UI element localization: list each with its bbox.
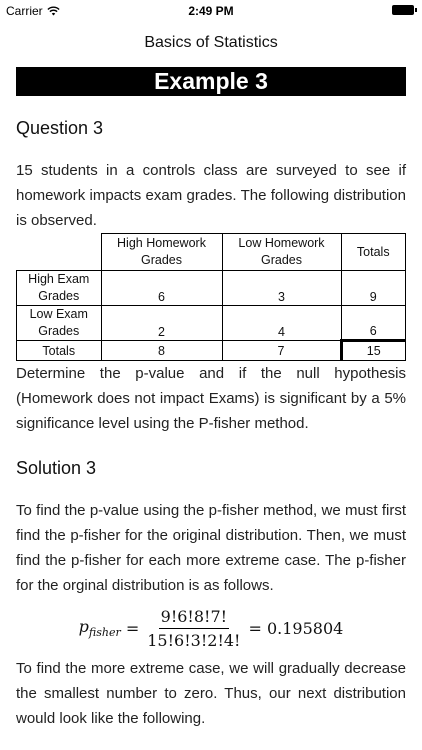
formula-fraction (147, 607, 240, 650)
formula-denominator: 15!6!3!2!4! (147, 630, 241, 650)
question-intro: 15 students in a controls class are surveyed to see if homework impacts exam grades. The following distribution is observed. (16, 162, 406, 229)
nav-bar (0, 22, 422, 64)
example-banner: Example 3 (16, 67, 406, 96)
solution-text-2: To find the more extreme case, we will gradually decrease the smallest number to zero. Thus, our next distribution would look like the following. (16, 660, 406, 727)
formula-numerator: 9!6!8!7! (159, 607, 229, 629)
row-label: Totals (17, 341, 102, 361)
battery-icon (392, 5, 414, 15)
table-cell: 6 (341, 306, 406, 341)
formula-lhs (79, 617, 121, 639)
table-cell: 8 (101, 341, 222, 361)
formula-lhs-subscript: fisher (88, 626, 121, 640)
row-label: Low Exam Grades (17, 306, 102, 341)
question-heading: Question 3 (16, 118, 104, 138)
solution-text-1: To find the p-value using the p-fisher method, we must first find the p-fisher for the original distribution. Then, we must find the p-fisher for each more extreme case. The p-fisher for the orginal distribution is as follows. (16, 502, 406, 594)
row-label: High Exam Grades (17, 271, 102, 306)
col-header-high-homework: High Homework Grades (101, 234, 222, 271)
col-header-totals: Totals (341, 234, 406, 271)
solution-heading: Solution 3 (16, 458, 97, 478)
carrier-label: Carrier (6, 4, 43, 18)
table-row (17, 271, 406, 306)
table-cell: 9 (341, 271, 406, 306)
col-header-low-homework: Low Homework Grades (222, 234, 341, 271)
status-bar (0, 0, 422, 22)
nav-title: Basics of Statistics (144, 34, 278, 51)
table-cell: 2 (101, 306, 222, 341)
table-cell: 6 (101, 271, 222, 306)
table-cell: 15 (341, 341, 406, 361)
content (0, 118, 422, 731)
table-cell: 7 (222, 341, 341, 361)
equals-sign: = (120, 618, 140, 638)
formula-lhs-symbol: p (78, 616, 89, 636)
table-cell: 4 (222, 306, 341, 341)
formula-result: = 0.195804 (248, 618, 344, 638)
question-prompt: Determine the p-value and if the null hypothesis (Homework does not impact Exams) is significant by a 5% significance level using the P-fisher method. (16, 365, 406, 432)
table-row (17, 306, 406, 341)
table-corner (17, 234, 102, 271)
distribution-table (16, 233, 406, 361)
clock: 2:49 PM (188, 4, 234, 18)
table-cell: 3 (222, 271, 341, 306)
pfisher-formula (16, 600, 406, 656)
table-row (17, 341, 406, 361)
